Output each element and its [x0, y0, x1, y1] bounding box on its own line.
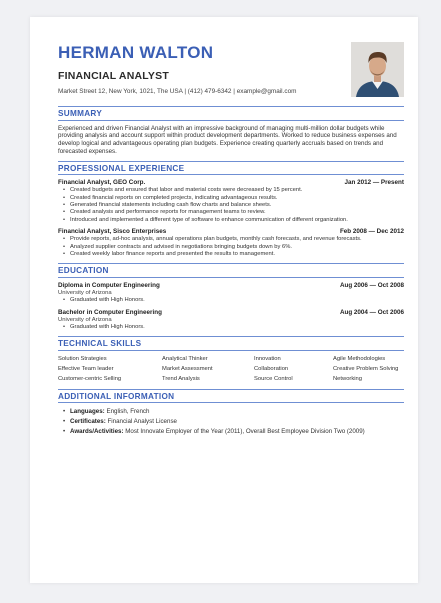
summary-section	[58, 106, 404, 156]
experience-heading: PROFESSIONAL EXPERIENCE	[58, 161, 404, 176]
additional-list	[58, 407, 404, 437]
skill-item: Customer-centric Selling	[58, 375, 122, 382]
experience-section	[58, 161, 404, 259]
job-bullets	[58, 236, 404, 258]
job-bullet: • Introduced and implemented a different type of software to enhance communication of different organization.	[66, 217, 404, 224]
additional-label: Certificates:	[70, 418, 106, 426]
person-photo-icon	[351, 42, 404, 97]
education-header	[58, 309, 404, 317]
skills-heading: TECHNICAL SKILLS	[58, 336, 404, 351]
degree-name: Bachelor in Computer Engineering	[58, 308, 162, 316]
skills-grid	[58, 355, 404, 384]
additional-item	[66, 427, 404, 437]
job-bullet: • Generated financial statements including cash flow charts and balance sheets.	[66, 202, 404, 209]
job-header	[58, 179, 404, 187]
degree-name: Diploma in Computer Engineering	[58, 281, 160, 289]
additional-value: English, French	[106, 408, 150, 416]
job-entry	[58, 179, 404, 224]
job-bullet: • Created analysis and performance reports for management teams to review.	[66, 209, 404, 216]
summary-text: Experienced and driven Financial Analyst with an impressive background of managing multi-million dollar budgets while providing analysis and account support within product development departments. Worked to reduce business expenses and develop logical and advantageous operating plan budgets. Experience creating quarterly accruals based on trends and forecasted expenses.	[58, 124, 397, 155]
skill-item: Creative Problem Solving	[333, 365, 399, 372]
skill-item: Agile Methodologies	[333, 355, 386, 362]
education-bullets	[58, 324, 404, 331]
job-bullet: • Analyzed supplier contracts and advised in negotiations bringing budgets down by 6%.	[66, 244, 404, 251]
skills-section	[58, 336, 404, 384]
skill-item: Innovation	[254, 355, 281, 362]
skill-item: Source Control	[254, 375, 293, 382]
additional-value: Financial Analyst License	[107, 418, 177, 426]
resume-header	[58, 43, 358, 95]
degree-dates: Aug 2006 — Oct 2008	[339, 281, 404, 289]
education-entry	[58, 309, 404, 332]
education-section	[58, 263, 404, 331]
resume-page	[30, 17, 418, 583]
education-header	[58, 282, 404, 290]
job-bullet: • Created financial reports on completed projects, indicating advantageous results.	[66, 195, 404, 202]
job-role: Financial Analyst, Sisco Enterprises	[58, 228, 167, 236]
job-dates: Jan 2012 — Present	[344, 179, 404, 187]
profile-photo	[351, 42, 404, 97]
job-bullets	[58, 187, 404, 224]
skill-item: Collaboration	[254, 365, 289, 372]
job-role: Financial Analyst, GEO Corp.	[58, 179, 146, 187]
additional-label: Languages:	[70, 408, 105, 416]
resume-content	[58, 106, 404, 442]
contact-line: Market Street 12, New York, 1021, The USA | (412) 479-6342 | example@gmail.com	[58, 88, 297, 95]
education-heading: EDUCATION	[58, 263, 404, 278]
summary-heading: SUMMARY	[58, 106, 404, 121]
education-bullets	[58, 297, 404, 304]
additional-label: Awards/Activities:	[70, 428, 124, 436]
skill-item: Analytical Thinker	[162, 355, 208, 362]
job-bullet: • Created budgets and ensured that labor and material costs were decreased by 15 percent.	[66, 187, 404, 194]
education-note: • Graduated with High Honors.	[66, 297, 404, 304]
additional-item	[66, 417, 404, 427]
additional-value: Most Innovate Employer of the Year (2011), Overall Best Employee Division Two (2009)	[125, 428, 365, 436]
job-header	[58, 228, 404, 236]
candidate-title: FINANCIAL ANALYST	[58, 70, 169, 82]
job-entry	[58, 228, 404, 258]
education-note: • Graduated with High Honors.	[66, 324, 404, 331]
additional-heading: ADDITIONAL INFORMATION	[58, 389, 404, 404]
job-bullet: • Created weekly labor finance reports and presented the results to management.	[66, 251, 404, 258]
skill-item: Trend Analysis	[162, 375, 200, 382]
job-bullet: • Provide reports, ad-hoc analysis, annual operations plan budgets, monthly cash forecasts, and revenue forecasts.	[66, 236, 404, 243]
additional-item	[66, 407, 404, 417]
candidate-name: HERMAN WALTON	[58, 43, 214, 62]
job-dates: Feb 2008 — Dec 2012	[339, 228, 404, 236]
education-entry	[58, 282, 404, 305]
additional-section	[58, 389, 404, 438]
degree-dates: Aug 2004 — Oct 2006	[339, 308, 404, 316]
skill-item: Market Assessment	[162, 365, 213, 372]
skill-item: Networking	[333, 375, 362, 382]
school-name: University of Arizona	[58, 289, 112, 296]
school-name: University of Arizona	[58, 316, 112, 323]
skill-item: Effective Team leader	[58, 365, 114, 372]
skill-item: Solution Strategies	[58, 355, 107, 362]
